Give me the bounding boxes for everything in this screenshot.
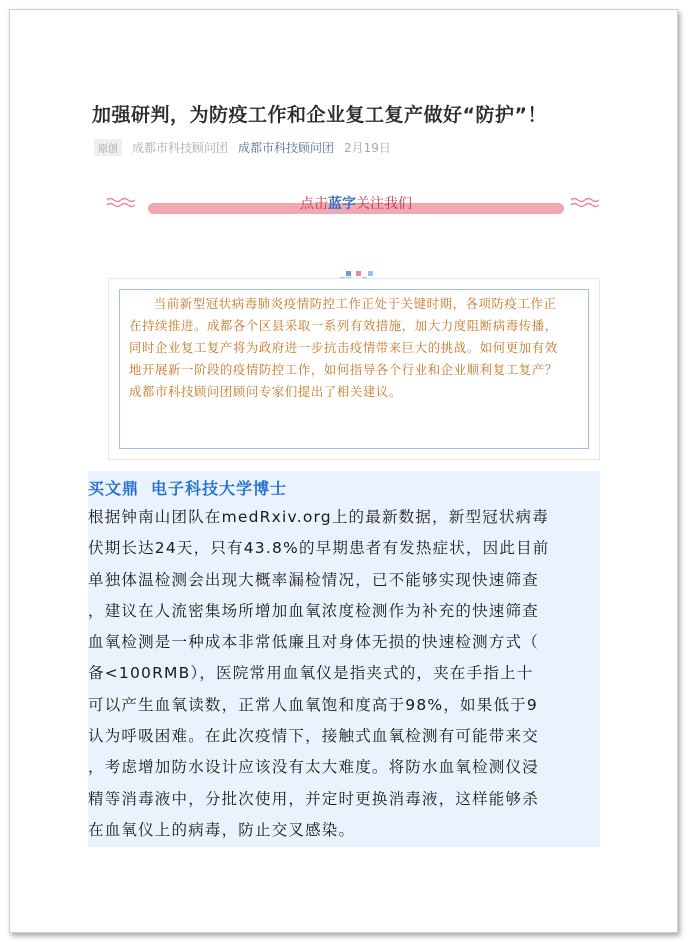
wave-icon — [570, 196, 600, 210]
original-badge: 原创 — [94, 139, 122, 156]
paragraph-line: ，建议在人流密集场所增加血氧浓度检测作为补充的快速筛查 — [88, 601, 539, 620]
paragraph-line: 可以产生血氧读数，正常人血氧饱和度高于98%，如果低于9 — [88, 695, 538, 714]
follow-suffix: 关注我们 — [356, 196, 412, 212]
paragraph-line: 单独体温检测会出现大概率漏检情况，已不能够实现快速筛查 — [88, 570, 539, 589]
article-meta — [94, 138, 391, 156]
intro-paragraph: 当前新型冠状病毒肺炎疫情防控工作正处于关键时期，各项防疫工作正在持续推进。成都各个区县采取一系列有效措施，加大力度阻断病毒传播，同时企业复工复产将为政府进一步抗击疫情带来巨大的挑战。如何更加有效地开展新一阶段的疫情防控工作，如何指导各个行业和企业顺利复工复产？成都市科技顾问团顾问专家们提出了相关建议。 — [129, 296, 558, 399]
paragraph-line: 认为呼吸困难。在此次疫情下，接触式血氧检测有可能带来交 — [88, 727, 539, 746]
account-link[interactable]: 成都市科技顾问团 — [238, 140, 335, 155]
paragraph-line: 精等消毒液中，分批次使用，并定时更换消毒液，这样能够杀 — [88, 789, 539, 808]
paragraph-line: 备<100RMB），医院常用血氧仪是指夹式的，夹在手指上十 — [88, 664, 534, 683]
article-title: 加强研判，为防疫工作和企业复工复产做好“防护”！ — [92, 104, 547, 126]
expert-section — [88, 471, 600, 847]
expert-name: 买文鼎 — [88, 479, 140, 498]
paragraph-line: 伏期长达24天，只有43.8%的早期患者有发热症状，因此目前 — [88, 539, 550, 558]
author-name: 成都市科技顾问团 — [132, 140, 229, 155]
wave-icon — [106, 196, 136, 210]
follow-text — [148, 193, 564, 213]
expert-title: 电子科技大学博士 — [151, 479, 288, 498]
expert-heading — [88, 476, 287, 499]
paragraph-line: 在血氧仪上的病毒，防止交叉感染。 — [88, 820, 356, 839]
expert-paragraph — [88, 505, 600, 847]
paragraph-line: 根据钟南山团队在medRxiv.org上的最新数据，新型冠状病毒 — [88, 508, 549, 526]
paragraph-line: ，考虑增加防水设计应该没有太大难度。将防水血氧检测仪浸 — [88, 758, 539, 777]
publish-date: 2月19日 — [344, 140, 391, 155]
follow-highlight: 蓝字 — [328, 196, 356, 212]
intro-box — [108, 278, 600, 460]
paragraph-line: 血氧检测是一种成本非常低廉且对身体无损的快速检测方式（ — [88, 633, 539, 652]
follow-banner[interactable] — [106, 188, 600, 220]
follow-prefix: 点击 — [300, 196, 328, 212]
